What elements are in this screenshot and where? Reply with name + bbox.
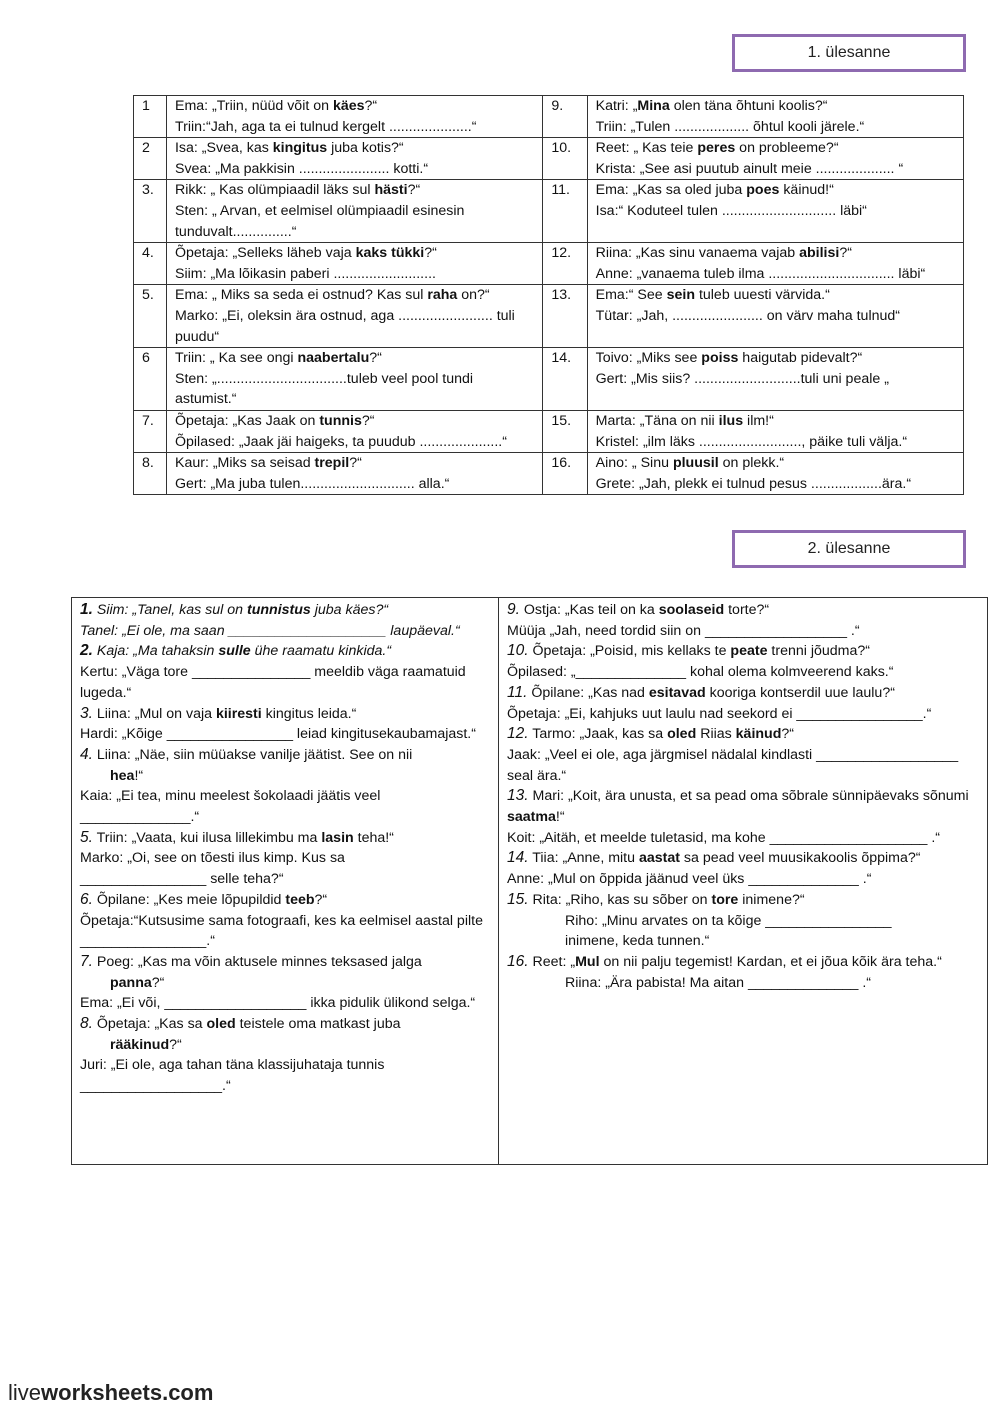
ex2-item-15-answer: Riho: „Minu arvates on ta kõige ________________ <box>565 912 892 929</box>
logo-part: worksheets <box>41 1380 163 1405</box>
text: Ostja: „Kas teil on ka <box>519 602 659 618</box>
logo-part: live <box>8 1380 42 1405</box>
text: Mari: „Koit, ära unusta, et sa pead oma sõbrale sünnipäevaks sõnumi <box>528 788 969 805</box>
text: teha!“ <box>353 829 394 846</box>
keyword: abilisi <box>799 245 840 262</box>
item-number: 4. <box>80 745 93 763</box>
ex1-prompt <box>175 243 536 264</box>
ex2-item-16-prompt <box>507 952 979 973</box>
keyword: kiiresti <box>215 705 262 722</box>
liveworksheets-logo <box>8 1380 213 1406</box>
ex2-item-5-answer-cont <box>80 869 490 890</box>
text: juba kotis?“ <box>327 140 404 157</box>
keyword: tunnistus <box>246 602 311 618</box>
ex1-answer: Gert: „Mis siis? ...........................tuli uni peale „ <box>595 370 889 387</box>
ex2-item-4-answer: Kaia: „Ei tea, minu meelest šokolaadi jäätis veel ______________.“ <box>80 788 381 826</box>
ex1-item-text <box>587 410 963 452</box>
text: Isa: „Svea, kas <box>174 140 273 157</box>
text: Õpetaja: „Selleks läheb vaja <box>174 245 356 262</box>
keyword: tunnis <box>319 412 362 429</box>
ex1-item-text <box>587 453 963 495</box>
item-number: 7. <box>80 952 93 970</box>
ex2-item-8-answer: Juri: „Ei ole, aga tahan täna klassijuhataja tunnis __________________.“ <box>80 1057 385 1095</box>
text: ühe raamatu kinkida.“ <box>250 643 392 660</box>
ex2-item-11-answer: Õpetaja: „Ei, kahjuks uut laulu nad seekord ei ________________.“ <box>507 705 932 722</box>
ex1-prompt <box>175 138 536 159</box>
text: on?“ <box>457 287 490 304</box>
text: Rikk: „ Kas olümpiaadil läks sul <box>174 182 375 199</box>
ex1-answer: Krista: „See asi puutub ainult meie .................... “ <box>595 160 904 177</box>
text: Katri: „ <box>595 98 638 114</box>
ex2-item-1-answer: Tanel: „Ei ole, ma saan ____________________ laupäeval.“ <box>80 622 460 639</box>
keyword: aastat <box>638 850 680 867</box>
ex2-item-3-answer: Hardi: „Kõige ________________ leiad kingitusekaubamajast.“ <box>80 726 476 743</box>
keyword: hea <box>110 767 135 784</box>
text: Siim: „Tanel, kas sul on <box>92 602 247 618</box>
item-number: 12. <box>507 725 529 743</box>
text: Õpetaja: „Poisid, mis kellaks te <box>528 643 731 660</box>
item-number: 14. <box>507 849 529 867</box>
ex1-item-text <box>166 285 542 348</box>
ex1-prompt <box>596 453 957 474</box>
ex2-item-7-answer: Ema: „Ei või, __________________ ikka pidulik ülikond selga.“ <box>80 995 476 1012</box>
ex1-item-text <box>587 285 963 348</box>
keyword: käes <box>332 98 365 114</box>
exercise1-table <box>133 95 964 495</box>
ex2-item-1-prompt <box>80 600 490 621</box>
text: Liina: „Mul on vaja <box>92 705 216 722</box>
text: ?“ <box>361 412 375 429</box>
ex2-item-2-prompt <box>80 641 490 662</box>
ex1-row <box>134 453 964 495</box>
text: Tiia: „Anne, mitu <box>528 850 639 867</box>
keyword: hästi <box>374 182 408 199</box>
keyword: kaks tükki <box>355 245 425 262</box>
ex1-prompt <box>596 96 957 117</box>
keyword: Mina <box>637 98 670 114</box>
ex1-row <box>134 410 964 452</box>
text: Aino: „ Sinu <box>595 455 673 472</box>
keyword: oled <box>206 1016 236 1033</box>
ex2-item-14-answer: Anne: „Mul on õppida jäänud veel üks ______________ .“ <box>507 871 872 888</box>
ex2-item-7-prompt <box>80 952 490 973</box>
keyword: panna <box>110 974 152 991</box>
text: Riina: „Kas sinu vanaema vajab <box>595 245 800 262</box>
ex2-item-3-prompt <box>80 704 490 725</box>
text: Toivo: „Miks see <box>595 350 702 367</box>
text: Triin: „ Ka see ongi <box>174 350 298 367</box>
text: ?“ <box>349 455 362 472</box>
ex2-item-10-prompt <box>507 641 979 662</box>
text: Ema:“ See <box>595 287 667 304</box>
keyword: teeb <box>285 891 315 908</box>
ex2-item-6-prompt <box>80 890 490 911</box>
text: ?“ <box>364 98 378 114</box>
keyword: kingitus <box>272 140 328 157</box>
text: Kaja: „Ma tahaksin <box>92 643 219 660</box>
text: ?“ <box>407 182 421 199</box>
text: Tarmo: „Jaak, kas sa <box>528 726 668 743</box>
ex1-row <box>134 348 964 411</box>
ex1-prompt <box>596 138 957 159</box>
ex1-item-number: 3. <box>134 180 167 243</box>
ex2-item-7-prompt-cont <box>80 973 490 994</box>
ex1-item-number: 8. <box>134 453 167 495</box>
task1-label: 1. ülesanne <box>732 34 966 72</box>
item-number: 16. <box>507 952 529 970</box>
text: juba käes?“ <box>310 602 389 618</box>
keyword: esitavad <box>648 684 706 701</box>
ex2-item-10-answer: Õpilased: „______________ kohal olema kolmveerend kaks.“ <box>507 664 894 681</box>
ex2-item-12-answer: Jaak: „Veel ei ole, aga järgmisel nädalal kindlasti __________________ seal ära.“ <box>507 746 959 784</box>
ex1-item-number: 2 <box>134 138 167 180</box>
logo-part: .com <box>162 1380 214 1405</box>
ex1-answer: Õpilased: „Jaak jäi haigeks, ta puudub .....................“ <box>174 433 507 450</box>
ex2-item-15-prompt <box>507 890 979 911</box>
ex1-item-number: 6 <box>134 348 167 411</box>
ex1-prompt <box>596 243 957 264</box>
text: ilm!“ <box>743 412 774 429</box>
blank: ________________ <box>80 871 207 888</box>
keyword: soolaseid <box>658 602 725 618</box>
ex1-answer: Grete: „Jah, plekk ei tulnud pesus ..................ära.“ <box>595 475 912 492</box>
text: trenni jõudma?“ <box>767 643 871 660</box>
ex1-prompt <box>596 180 957 201</box>
item-number: 3. <box>80 704 93 722</box>
keyword: sein <box>666 287 695 304</box>
ex1-prompt <box>175 180 536 201</box>
item-number: 2. <box>80 642 93 660</box>
text: haigutab pidevalt?“ <box>738 350 863 367</box>
item-number: 15. <box>507 890 529 908</box>
keyword: rääkinud <box>110 1036 170 1053</box>
text: Rita: „Riho, kas su sõber on <box>528 891 712 908</box>
keyword: käinud <box>735 726 782 743</box>
task2-label: 2. ülesanne <box>732 530 966 568</box>
text: ?“ <box>369 350 382 367</box>
keyword: ilus <box>718 412 744 429</box>
text: kingitus leida.“ <box>261 705 357 722</box>
ex1-item-text <box>166 180 542 243</box>
ex1-item-number: 11. <box>543 180 587 243</box>
exercise2-right-column <box>499 598 987 1164</box>
exercise2-box <box>71 597 988 1165</box>
ex1-answer: Siim: „Ma lõikasin paberi .......................... <box>174 265 436 282</box>
ex1-answer: Kristel: „ilm läks .........................., päike tuli välja.“ <box>595 433 908 450</box>
ex1-prompt <box>175 453 536 474</box>
ex1-item-text <box>166 348 542 411</box>
ex1-item-number: 10. <box>543 138 587 180</box>
text: Liina: „Näe, siin müüakse vanilje jäätist. See on nii <box>92 746 413 763</box>
keyword: poes <box>746 182 780 199</box>
text: !“ <box>134 767 144 784</box>
ex1-item-number: 1 <box>134 96 167 138</box>
text: on probleeme?“ <box>735 140 839 157</box>
ex2-item-12-prompt <box>507 724 979 745</box>
text: on nii palju tegemist! Kardan, et ei jõua kõik ära teha.“ <box>599 953 942 970</box>
ex1-answer: Triin:“Jah, aga ta ei tulnud kergelt .....................“ <box>174 118 477 135</box>
text: on plekk.“ <box>718 455 785 472</box>
ex1-row <box>134 180 964 243</box>
text: Ema: „Triin, nüüd võit on <box>174 98 333 114</box>
text: ?“ <box>424 245 437 262</box>
keyword: poiss <box>701 350 739 367</box>
keyword: trepil <box>314 455 350 472</box>
ex1-prompt <box>175 285 536 306</box>
text: Kaur: „Miks sa seisad <box>174 455 315 472</box>
ex2-item-15-answer-cont: inimene, keda tunnen.“ <box>565 933 710 950</box>
ex1-item-text <box>166 96 542 138</box>
item-number: 13. <box>507 787 529 805</box>
ex1-item-text <box>166 138 542 180</box>
item-number: 9. <box>507 601 520 618</box>
item-number: 11. <box>507 683 528 701</box>
ex1-item-text <box>166 410 542 452</box>
ex1-item-number: 4. <box>134 243 167 285</box>
ex1-answer: Gert: „Ma juba tulen............................. alla.“ <box>174 475 450 492</box>
text: ?“ <box>839 245 852 262</box>
ex1-item-text <box>166 243 542 285</box>
ex1-item-text <box>587 243 963 285</box>
item-number: 1. <box>80 601 93 618</box>
ex1-item-text <box>587 138 963 180</box>
item-number: 8. <box>80 1015 93 1033</box>
ex2-item-5-prompt <box>80 828 490 849</box>
ex1-row <box>134 96 964 138</box>
ex2-item-13-answer: Koit: „Aitäh, et meelde tuletasid, ma kohe ____________________ .“ <box>507 829 941 846</box>
ex1-item-text <box>166 453 542 495</box>
text: sa pead veel muusikakoolis õppima?“ <box>679 850 921 867</box>
ex1-item-number: 7. <box>134 410 167 452</box>
ex2-item-8-prompt <box>80 1014 490 1035</box>
text: ?“ <box>781 726 795 743</box>
ex1-item-number: 13. <box>543 285 587 348</box>
ex1-item-number: 16. <box>543 453 587 495</box>
text: Õpetaja: „Kas Jaak on <box>174 412 320 429</box>
ex2-item-9-prompt <box>507 600 979 621</box>
keyword: oled <box>667 726 697 743</box>
ex2-item-8-prompt-cont <box>80 1035 490 1056</box>
text: Ema: „Kas sa oled juba <box>595 182 747 199</box>
ex2-item-6-answer: Õpetaja:“Kutsusime sama fotograafi, kes ka eelmisel aastal pilte ________________.“ <box>80 912 483 950</box>
text: ?“ <box>151 974 165 991</box>
ex2-item-14-prompt <box>507 848 979 869</box>
keyword: pluusil <box>672 455 719 472</box>
ex1-item-number: 12. <box>543 243 587 285</box>
text: Õpetaja: „Kas sa <box>92 1016 207 1033</box>
keyword: saatma <box>507 809 556 826</box>
ex2-item-9-answer: Müüja „Jah, need tordid siin on __________________ .“ <box>507 622 860 639</box>
keyword: raha <box>427 287 458 304</box>
keyword: naabertalu <box>297 350 370 367</box>
keyword: lasin <box>321 829 354 846</box>
ex1-prompt <box>596 411 957 432</box>
ex2-item-4-prompt-cont <box>80 766 490 787</box>
text: torte?“ <box>724 602 770 618</box>
exercise2-left-column <box>72 598 499 1164</box>
text: Õpilane: „Kas nad <box>527 684 649 701</box>
ex1-prompt <box>175 411 536 432</box>
ex1-item-number: 9. <box>543 96 587 138</box>
ex2-item-2-answer: Kertu: „Väga tore _______________ meeldib väga raamatuid lugeda.“ <box>80 664 466 701</box>
ex1-prompt <box>596 348 957 369</box>
ex1-answer: Tütar: „Jah, ....................... on värv maha tulnud“ <box>595 307 900 324</box>
text: teistele oma matkast juba <box>235 1016 401 1033</box>
ex2-item-13-prompt <box>507 786 979 827</box>
keyword: Mul <box>575 953 600 970</box>
ex2-item-16-answer: Riina: „Ära pabista! Ma aitan ______________ .“ <box>565 974 872 991</box>
ex1-item-text <box>587 180 963 243</box>
ex1-item-text <box>587 348 963 411</box>
ex1-prompt <box>175 348 536 369</box>
text: ?“ <box>314 891 328 908</box>
text: Marta: „Täna on nii <box>595 412 719 429</box>
item-number: 5. <box>80 828 93 846</box>
text: !“ <box>555 809 565 826</box>
ex1-item-number: 5. <box>134 285 167 348</box>
ex1-prompt <box>175 96 536 117</box>
text: selle teha?“ <box>210 871 284 888</box>
text: Reet: „ Kas teie <box>595 140 698 157</box>
ex1-answer: Triin: „Tulen ................... õhtul kooli järele.“ <box>595 118 865 135</box>
ex1-row <box>134 138 964 180</box>
text: käinud!“ <box>779 182 834 199</box>
item-number: 6. <box>80 890 93 908</box>
ex1-answer: Sten: „ Arvan, et eelmisel olümpiaadil esinesin tunduvalt...............“ <box>174 202 465 240</box>
text: olen täna õhtuni koolis?“ <box>669 98 828 114</box>
ex1-item-text <box>587 96 963 138</box>
text: ?“ <box>169 1036 182 1053</box>
ex2-item-4-prompt <box>80 745 490 766</box>
ex1-answer: Svea: „Ma pakkisin ....................... kotti.“ <box>174 160 429 177</box>
ex1-answer: Anne: „vanaema tuleb ilma ................................ läbi“ <box>595 265 926 282</box>
keyword: peres <box>697 140 736 157</box>
ex1-answer: Isa:“ Koduteel tulen ............................. läbi“ <box>595 202 867 219</box>
text: Triin: „Vaata, kui ilusa lillekimbu ma <box>92 829 322 846</box>
keyword: tore <box>711 891 739 908</box>
ex1-row <box>134 285 964 348</box>
ex1-item-number: 14. <box>543 348 587 411</box>
text: inimene?“ <box>738 891 805 908</box>
text: Ema: „ Miks sa seda ei ostnud? Kas sul <box>174 287 428 304</box>
ex1-answer: Sten: „.................................tuleb veel pool tundi astumist.“ <box>174 370 474 408</box>
keyword: sulle <box>218 643 251 660</box>
text: Õpilane: „Kes meie lõpupildid <box>92 891 286 908</box>
text: tuleb uuesti värvida.“ <box>695 287 830 304</box>
ex2-item-5-answer: Marko: „Oi, see on tõesti ilus kimp. Kus sa <box>80 850 345 867</box>
ex2-item-11-prompt <box>507 683 979 704</box>
ex1-prompt <box>596 285 957 306</box>
text: kooriga kontserdil uue laulu?“ <box>705 684 895 701</box>
text: Riias <box>696 726 736 743</box>
ex1-answer: Marko: „Ei, oleksin ära ostnud, aga ........................ tuli puudu“ <box>174 307 515 345</box>
text: Reet: „ <box>528 953 576 970</box>
text: Poeg: „Kas ma võin aktusele minnes teksased jalga <box>92 953 422 970</box>
keyword: peate <box>730 643 768 660</box>
ex1-row <box>134 243 964 285</box>
ex1-item-number: 15. <box>543 410 587 452</box>
item-number: 10. <box>507 642 529 660</box>
